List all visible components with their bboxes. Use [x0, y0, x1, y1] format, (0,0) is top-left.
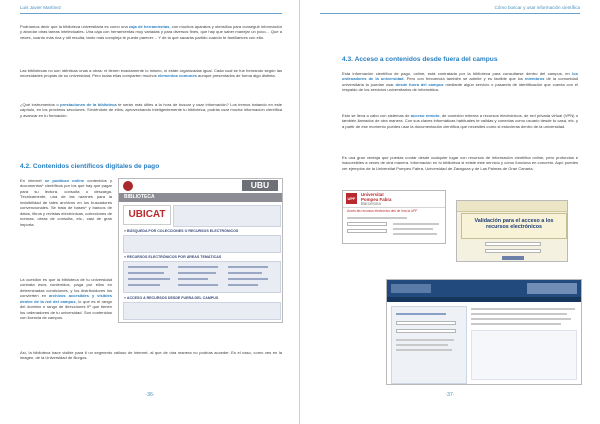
ulpgc-login-panel — [391, 306, 467, 384]
ubu-logo: UBU — [242, 180, 278, 191]
paragraph-ventaja: Es una gran ventaja que puedas contar desde cualquier lugar con recursos de información científica online, pero profundos e inaccesibles a veces de otra manera. Información en tu biblioteca si existe este servicio y cómo funciona en concreto. Aquí puedes ver ejemplos de la Universitat Pompeu Fabra, Universidad de Zaragoza y de Las Palmas de Gran Canaria. — [342, 155, 578, 171]
paragraph-intro: Podríamos decir que la biblioteca universitaria es como una caja de herramientas, con muchos aparatos y utensilios para conseguir información y abordar otras tareas intelectuales. Una caja con herramientas muy variadas y para diversos fines, que hay que saber manejar un poco… Que a veces, cuanto más rica y útil resulta, tanto más compleja te puede parecer… Y de la que sacarás partido cuando te familiarices con ella. — [20, 24, 283, 40]
highlighted-term: caja de herramientas — [128, 24, 170, 29]
ulpgc-password-field[interactable] — [396, 329, 456, 333]
ubu-section-remote: » ACCESO A RECURSOS DESDE FUERA DEL CAMPUS — [124, 296, 219, 300]
unizar-user-field[interactable] — [485, 242, 541, 246]
figure-ubu-library — [118, 178, 283, 323]
upf-remote-access-text: Accés als recursos electrònics des de fora la UPF — [347, 209, 418, 213]
paragraph-bibliotecas: Las bibliotecas no son idénticas unas a otras: ni tienen exactamente lo mismo, ni están organizadas igual. Cada cual se fue formando según las necesidades propias de su universidad. Pero todas ellas comparten muchos elementos comunes aunque presentados de forma algo distinta. — [20, 68, 282, 79]
ubu-search-panel — [173, 205, 281, 227]
highlighted-term: acceso remoto — [410, 113, 440, 118]
upf-header — [343, 191, 445, 208]
section-heading-4-3: 4.3. Acceso a contenidos desde fuera del campus — [342, 56, 498, 63]
ubicat-logo: UBICAT — [123, 205, 171, 225]
right-page — [300, 0, 600, 424]
unizar-validation-title: Validación para el acceso a los recursos electrónicos — [474, 218, 554, 231]
ulpgc-info-panel — [471, 330, 577, 380]
ubu-areas-box — [123, 261, 281, 293]
highlighted-term: miembros — [525, 76, 545, 82]
ubu-section-collections: » BÚSQUEDA POR COLECCIONES O RECURSOS ELECTRÓNICOS — [124, 229, 239, 233]
running-head-left: Luis Javier Martínez — [20, 5, 62, 10]
running-head-right: Cómo buscar y usar información científica — [494, 5, 580, 10]
header-rule — [320, 13, 580, 14]
upf-name: Universitat Pompeu Fabra Barcelona — [361, 192, 392, 207]
ulpgc-user-field[interactable] — [396, 321, 456, 325]
upf-password-field[interactable] — [347, 229, 387, 233]
ulpgc-header — [387, 280, 581, 297]
highlighted-term: archivos accesibles y visibles dentro de la red del campus — [20, 293, 112, 304]
figure-upf-access — [342, 190, 446, 244]
page-number-right: ·37· — [445, 392, 455, 398]
upf-logo-icon: UPF — [346, 193, 357, 204]
upf-user-field[interactable] — [347, 222, 387, 226]
highlighted-term: elementos comunes — [157, 73, 197, 79]
unizar-submit-button[interactable] — [502, 256, 524, 260]
figure-ulpgc-access — [386, 279, 582, 385]
ubu-collections-box — [123, 235, 281, 253]
highlighted-term: los ordenadores de la universidad — [342, 71, 578, 82]
ubu-section-areas: » RECURSOS ELECTRÓNICOS POR ÁREAS TEMÁTICAS — [124, 255, 222, 259]
unizar-password-field[interactable] — [485, 249, 541, 253]
unizar-header — [457, 201, 567, 212]
ubu-header — [119, 179, 282, 194]
header-rule — [20, 13, 282, 14]
figure-unizar-access — [456, 200, 568, 262]
highlighted-term: desde fuera del campus — [395, 81, 444, 87]
paragraph-remoto: Esto se lleva a cabo con sistemas de acceso remoto, de conexión externa a recursos electrónicos, de red privada virtual (VPN) o también llamados de otra manera. Con sus claves informáticas habituales te validas y conectas como usuario desde tu casa, etc. y a partir de ese momento puedes usar la documentación científica que necesites como si estuvieras dentro de la universidad. — [342, 113, 578, 129]
paragraph-burgos: Así, la biblioteca hace visible para ti un segmento valioso de internet, al que de otra manera no podrías acceder. Es el caso, como ves en la imagen, de la Universidad de Burgos. — [20, 350, 282, 361]
highlighted-term: prestaciones de la biblioteca — [60, 102, 117, 107]
paragraph-cuestion: La cuestión es que la biblioteca de tu universidad contrata esos contenidos, paga por ellos en determinadas condiciones, y los distribuidores los convierten en archivos accesibles y visibles dentro de la red del campus, lo que es el rango del dominio o rango de direcciones IP que tienen los ordenadores de tu universidad. Son contenidos con licencia de campus. — [20, 277, 112, 321]
paragraph-prestaciones: ¿Qué instrumentos o prestaciones de la biblioteca te serán más útiles a la hora de buscar y usar información? Los iremos tratando en este capítulo, en los próximos secciones. Sírviéndote de ellos, aprovechando inteligentemente tu biblioteca, podrás usar mucha información científica y avanzar en tu formación. — [20, 102, 282, 118]
paragraph-acceso: Esta información científica de pago, online, está contratada por la biblioteca para consultarse dentro del campus, en los ordenadores de la universidad. Pero con frecuencia también se admite y es factible que los miembros de la comunidad universitaria la puedan usar desde fuera del campus mediante algún servicio o pasarela de identificación que cuenta con el respaldo de los servicios universitarios de informática. — [342, 71, 579, 93]
unizar-validation-banner — [461, 213, 567, 239]
ubu-remote-box — [123, 302, 281, 320]
section-heading-4-2: 4.2. Contenidos científicos digitales de pago — [20, 163, 160, 170]
highlighted-term: se publican online — [44, 178, 85, 183]
ubu-seal-icon — [123, 181, 133, 191]
ubu-band: BIBLIOTECA — [119, 193, 282, 202]
ulpgc-nav — [387, 297, 581, 302]
page-number-left: ·36· — [145, 392, 155, 398]
paragraph-contenidos: En internet se publican online contenidos y documentos* científicos por los que hay que pagar para su lectura, consulta o descarga. Técnicamente, una de las razones para la invisibilidad de tales archivos en los buscadores convencionales. Se trata de bases* y bancos de datos, libros y revistas electrónicas, colecciones de normas, obras de consulta, etc., casi de gran importa. — [20, 178, 112, 227]
